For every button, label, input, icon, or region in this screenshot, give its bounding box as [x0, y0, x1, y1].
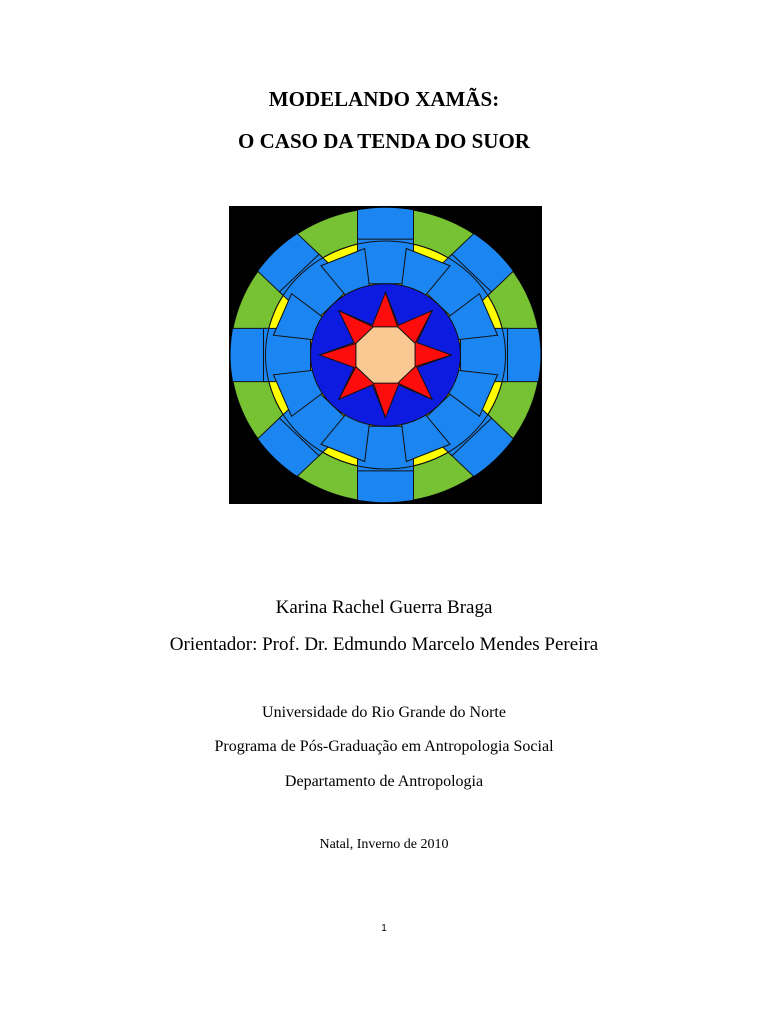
department-name: Departamento de Antropologia [284, 773, 484, 790]
title-line-2: O CASO DA TENDA DO SUOR [238, 129, 530, 153]
program-name: Programa de Pós-Graduação em Antropologia Social [214, 738, 554, 755]
center-octagon [356, 327, 415, 383]
mandala-graphic [229, 206, 542, 504]
sweat-lodge-mandala-image [229, 206, 542, 504]
advisor-name: Orientador: Prof. Dr. Edmundo Marcelo Mendes Pereira [169, 634, 599, 655]
university-name: Universidade do Rio Grande do Norte [262, 704, 506, 721]
page-number: 1 [381, 923, 387, 934]
title-line-1: MODELANDO XAMÃS: [268, 87, 500, 111]
author-name: Karina Rachel Guerra Braga [275, 597, 493, 618]
place-date: Natal, Inverno de 2010 [319, 837, 449, 852]
